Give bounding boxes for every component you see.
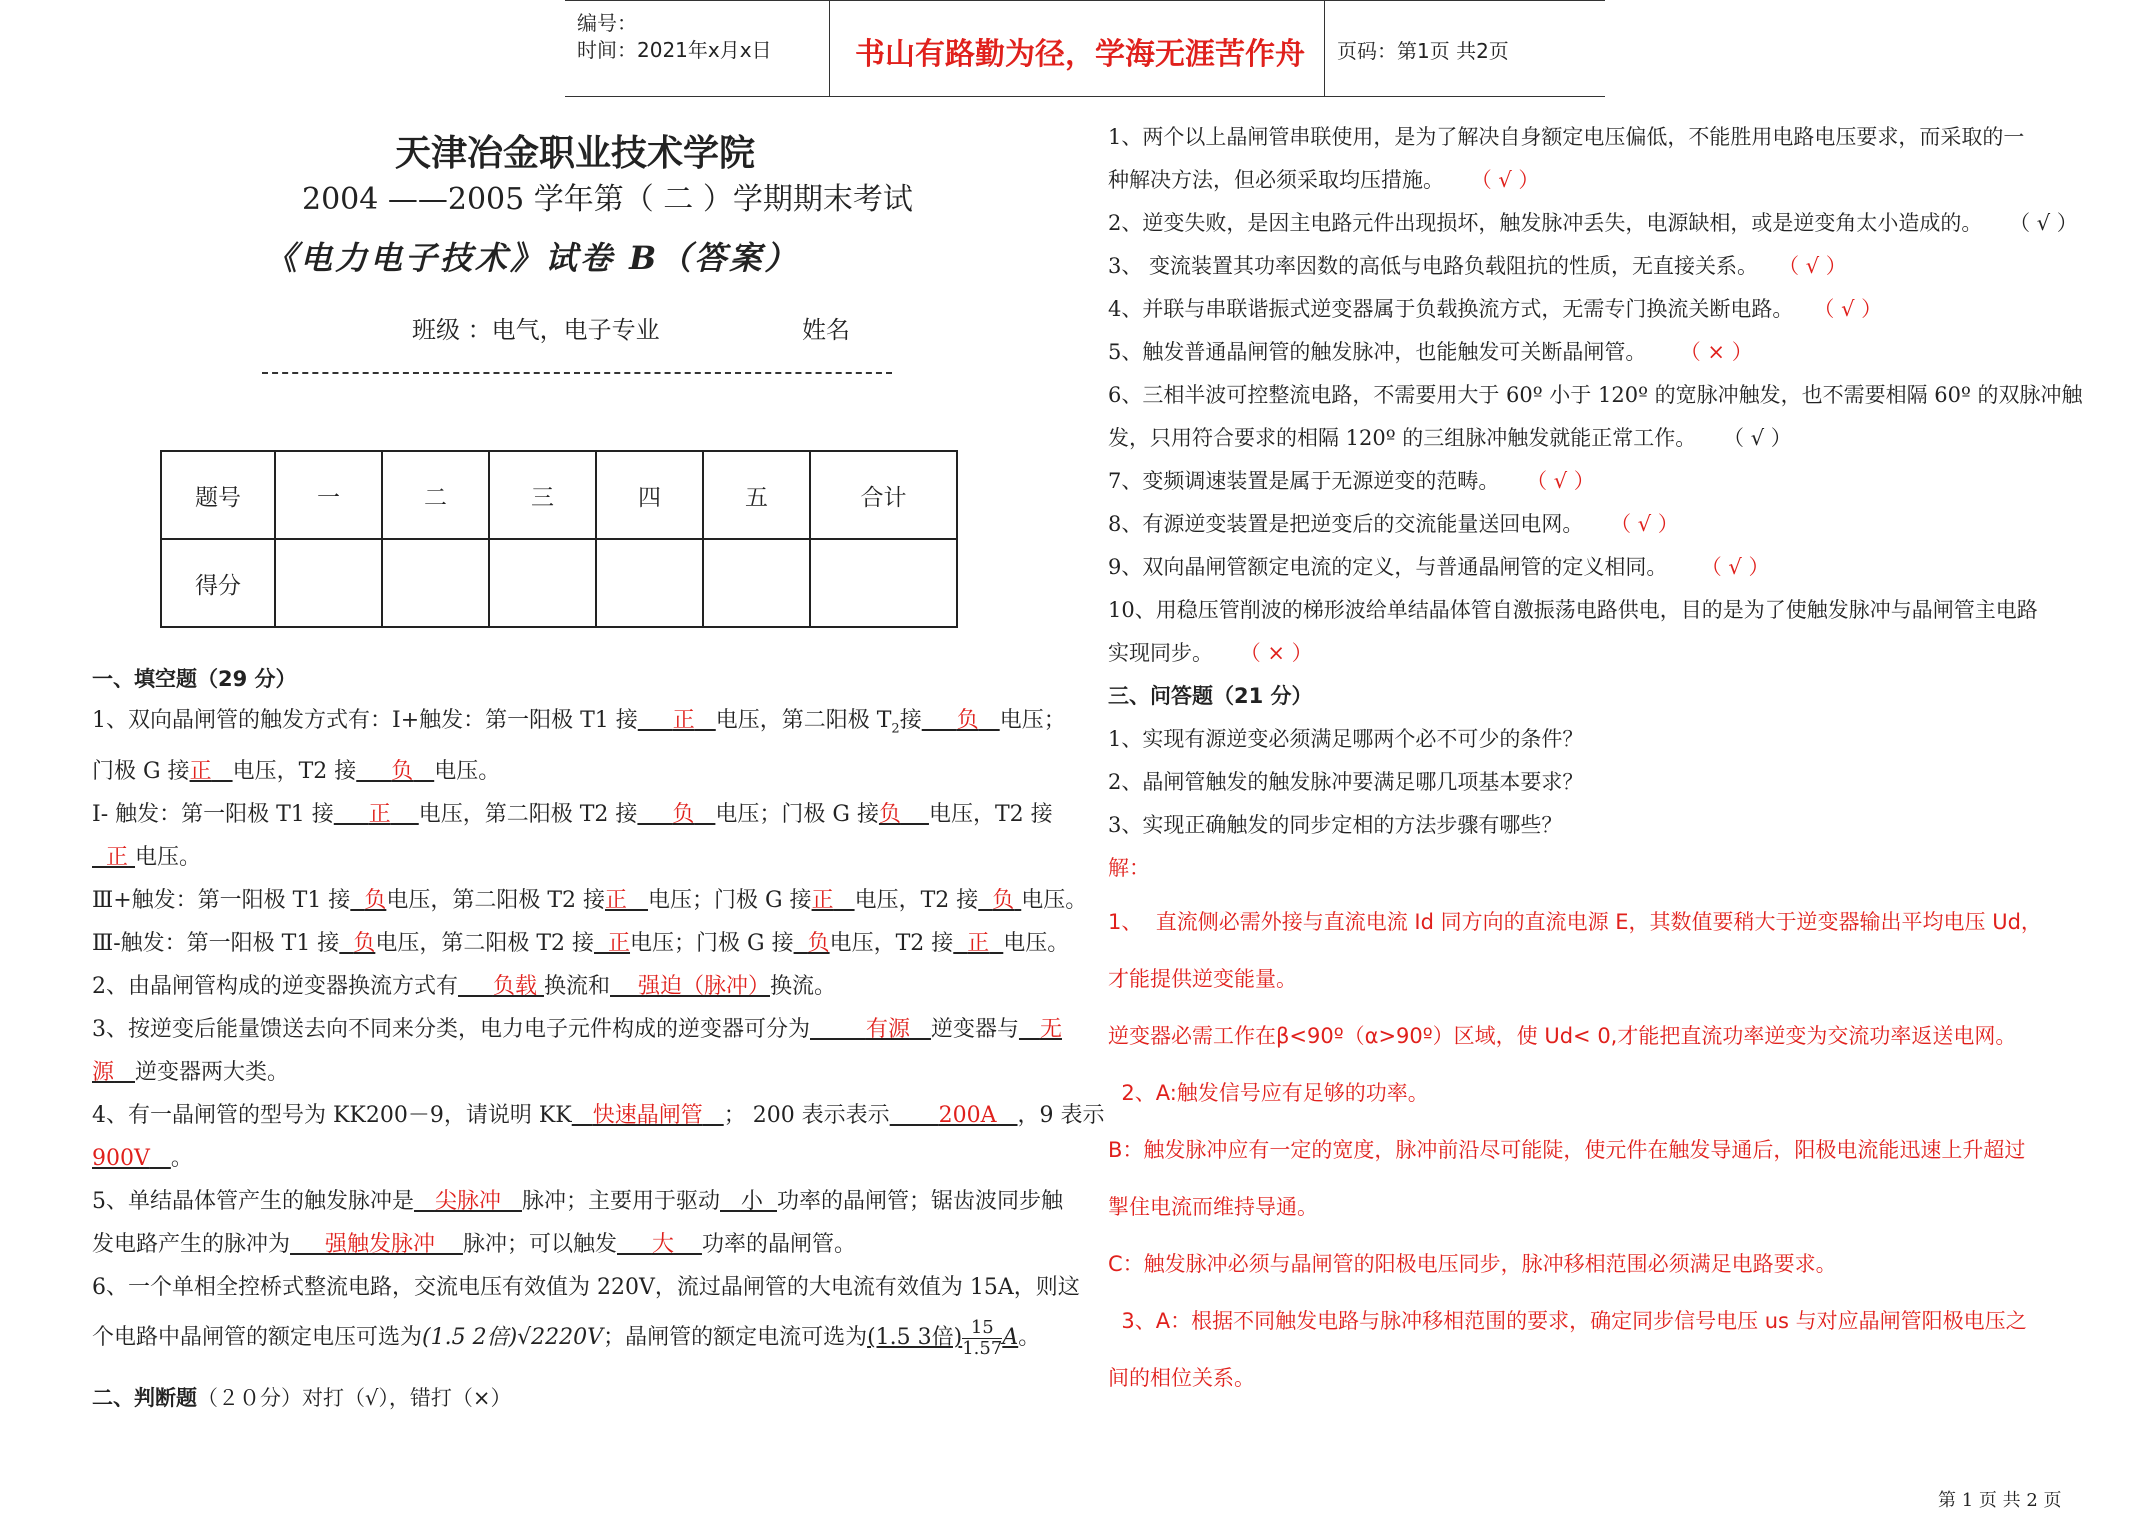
answer-blank: 负: [364, 888, 387, 914]
answer-blank: 源: [92, 1060, 115, 1086]
judge-mark: （ √ ）: [2009, 211, 2078, 235]
judge-item: 2、逆变失败，是因主电路元件出现损坏，触发脉冲丢失，电源缺相，或是逆变角太小造成的。 （ √ ）: [1108, 211, 2078, 235]
answer-line: C：触发脉冲必须与晶闸管的阳极电压同步，脉冲移相范围必须满足电路要求。: [1108, 1252, 1837, 1276]
fill-q5-line2: 发电路产生的脉冲为 强触发脉冲 脉冲；可以触发 大 功率的晶闸管。: [92, 1232, 856, 1258]
judge-heading: 二、判断题（２０分）对打（√），错打（×）: [92, 1386, 512, 1410]
score-cell[interactable]: [489, 539, 596, 627]
fill-q1c: Ⅲ+触发：第一阳极 T1 接 负电压，第二阳极 T2 接正 电压；门极 G 接正 电压，T2 接 负 电压。: [92, 888, 1088, 914]
fraction-numerator: 15: [962, 1318, 1002, 1339]
judge-mark: （ × ）: [1239, 641, 1313, 665]
judge-mark: （ √ ）: [1610, 512, 1679, 536]
fill-q1b-line1: I- 触发：第一阳极 T1 接 正 电压，第二阳极 T2 接 负 电压；门极 G 接负 电压，T2 接: [92, 802, 1053, 828]
answer-blank: 尖脉冲: [434, 1189, 501, 1215]
answer-line: 2、A:触发信号应有足够的功率。: [1108, 1081, 1429, 1105]
qa-question: 1、实现有源逆变必须满足哪两个必不可少的条件？: [1108, 727, 1584, 751]
judge-item: 8、有源逆变装置是把逆变后的交流能量送回电网。 （ √ ）: [1108, 512, 1679, 536]
dashed-divider: [262, 372, 892, 374]
fill-q4-line1: 4、有一晶闸管的型号为 KK200－9，请说明 KK 快速晶闸管 ； 200 表示表示 200A ，9 表示: [92, 1103, 1105, 1129]
fill-q3-line2: 源 逆变器两大类。: [92, 1060, 290, 1086]
answer-blank: 快速晶闸管: [592, 1103, 703, 1129]
answer-blank: 负载: [492, 974, 537, 1000]
answer-blank: 正: [189, 759, 212, 785]
footer-page-number: 第 1 页 共 2 页: [1938, 1490, 2062, 1511]
qa-question: 2、晶闸管触发的触发脉冲要满足哪几项基本要求？: [1108, 770, 1584, 794]
fraction-denominator: 1.57: [962, 1337, 1003, 1359]
judge-mark: （ √ ）: [1700, 555, 1770, 579]
answer-blank: 正: [672, 708, 695, 733]
answer-blank: 无: [1039, 1017, 1062, 1043]
answer-blank: 正: [106, 845, 129, 871]
qa-answers: [1108, 894, 2108, 1407]
answer-blank: 强触发脉冲: [324, 1232, 435, 1258]
paper-title: 《电力电子技术》试卷 B（答案）: [265, 239, 800, 277]
score-cell[interactable]: [810, 539, 957, 627]
fill-q6-line2: 个电路中晶闸管的额定电压可选为(1.5 2倍)√2220V；晶闸管的额定电流可选为(1.5 3倍) $\frac{15}{1.57}A$。: [92, 1316, 1041, 1359]
judge-item: 10、用稳压管削波的梯形波给单结晶体管自激振荡电路供电，目的是为了使触发脉冲与晶闸管主电路 实现同步。 （ × ）: [1108, 598, 2038, 665]
score-header-cell: 一: [275, 451, 382, 539]
exam-title: 2004 ——2005 学年第（ 二 ）学期期末考试: [302, 182, 913, 217]
answer-blank: 负: [672, 802, 695, 828]
score-header-row: [161, 451, 957, 539]
formula-unit: A: [1002, 1325, 1019, 1351]
fill-q6-line1: 6、一个单相全控桥式整流电路，交流电压有效值为 220V，流过晶闸管的大电流有效值为 15A，则这: [92, 1275, 1080, 1301]
judge-item: 1、两个以上晶闸管串联使用，是为了解决自身额定电压偏低，不能胜用电路电压要求，而采取的一 种解决方法，但必须采取均压措施。 （ √ ）: [1108, 125, 2025, 192]
judge-item: 6、三相半波可控整流电路，不需要用大于 60º 小于 120º 的宽脉冲触发，也不需要相隔 60º 的双脉冲触 发，只用符合要求的相隔 120º 的三组脉冲触发就能正常工作。 （ √ ）: [1108, 383, 2083, 450]
header-box: [565, 0, 1605, 97]
judge-mark: （ × ）: [1679, 340, 1753, 364]
judge-mark: （ √ ）: [1778, 254, 1847, 278]
number-label: 编号：: [577, 11, 637, 35]
fill-q1d: Ⅲ-触发：第一阳极 T1 接 负电压，第二阳极 T2 接 正电压；门极 G 接 负电压，T2 接 正 电压。: [92, 931, 1070, 957]
judge-mark: （ √ ）: [1813, 297, 1883, 321]
fill-q1b-line2: 正 电压。: [106, 845, 202, 871]
answer-line: 间的相位关系。: [1108, 1366, 1255, 1390]
answer-blank: 小: [740, 1189, 763, 1215]
score-cell[interactable]: [382, 539, 489, 627]
score-row: [161, 539, 957, 627]
judge-item: 9、双向晶闸管额定电流的定义，与普通晶闸管的定义相同。 （ √ ）: [1108, 555, 1770, 579]
formula-fraction: [962, 1318, 1002, 1359]
answer-blank: 负: [353, 931, 376, 957]
answer-blank: 正: [608, 931, 631, 957]
fill-q1-line1: 1、双向晶闸管的触发方式有：I+触发：第一阳极 T1 接 正 电压，第二阳极 $T_2$接 负 电压；: [92, 708, 1066, 737]
judge-item: 3、 变流装置其功率因数的高低与电路负载阻抗的性质，无直接关系。 （ √ ）: [1108, 254, 1847, 278]
answer-blank: 负: [992, 888, 1015, 914]
score-cell[interactable]: [596, 539, 703, 627]
judge-item: 4、并联与串联谐振式逆变器属于负载换流方式，无需专门换流关断电路。 （ √ ）: [1108, 297, 1883, 321]
judge-mark: （ √ ）: [1526, 469, 1595, 493]
header-divider: [829, 1, 830, 96]
fill-q3-line1: 3、按逆变后能量馈送去向不同来分类，电力电子元件构成的逆变器可分为 有源 逆变器与 无: [92, 1017, 1062, 1043]
answer-line: 才能提供逆变能量。: [1108, 967, 1297, 991]
answer-blank: 正: [811, 888, 834, 914]
answer-blank: 负: [807, 931, 830, 957]
answer-blank: 负: [391, 759, 414, 785]
score-cell[interactable]: [703, 539, 810, 627]
score-header-cell: 三: [489, 451, 596, 539]
class-label: 班级 ：电气，电子专业: [412, 316, 660, 344]
score-header-cell: 合计: [810, 451, 957, 539]
qa-question: 3、实现正确触发的同步定相的方法步骤有哪些？: [1108, 813, 1563, 837]
fill-questions: [92, 699, 1105, 1367]
fill-q5-line1: 5、单结晶体管产生的触发脉冲是 尖脉冲 脉冲；主要用于驱动 小 功率的晶闸管；锯齿波同步触: [92, 1189, 1064, 1215]
answer-blank: 有源: [865, 1017, 910, 1043]
fill-heading: 一、填空题（29 分）: [92, 667, 297, 691]
page-indicator: 页码：第1页 共2页: [1337, 39, 1509, 63]
header-divider: [1324, 1, 1325, 96]
fill-q1-line2: 门极 G 接正 电压，T2 接 负 电压。: [92, 759, 501, 785]
formula-voltage: (1.5 2倍)√2220V: [422, 1325, 604, 1351]
answer-blank: 正: [967, 931, 990, 957]
fill-q4-line2: 900V 。: [92, 1146, 193, 1172]
score-table: [160, 450, 958, 628]
answer-blank: 正: [368, 802, 391, 828]
judge-item: 7、变频调速装置是属于无源逆变的范畴。 （ √ ）: [1108, 469, 1595, 493]
answer-blank: 强迫（脉冲）: [637, 974, 770, 1000]
score-header-cell: 五: [703, 451, 810, 539]
school-title: 天津冶金职业技术学院: [395, 132, 756, 174]
name-label: 姓名: [802, 316, 850, 344]
fill-q2: 2、由晶闸管构成的逆变器换流方式有 负载 换流和 强迫（脉冲）换流。: [92, 974, 837, 1000]
judge-item: 5、触发普通晶闸管的触发脉冲，也能触发可关断晶闸管。 （ × ）: [1108, 340, 1753, 364]
answer-blank: 大: [651, 1232, 674, 1258]
motto: 书山有路勤为径，学海无涯苦作舟: [855, 37, 1305, 72]
answer-blank: 900V: [92, 1146, 150, 1172]
formula-current: (1.5 3倍): [867, 1325, 963, 1351]
answer-line: 3、A：根据不同触发电路与脉冲移相范围的要求，确定同步信号电压 us 与对应晶闸管阳极电压之: [1108, 1309, 2027, 1333]
score-cell[interactable]: [275, 539, 382, 627]
score-header-cell: 二: [382, 451, 489, 539]
answer-blank: 负: [956, 708, 979, 733]
score-row-label: 得分: [161, 539, 275, 627]
time-label: 时间：2021年x月x日: [577, 38, 772, 62]
judge-mark: （ √ ）: [1723, 426, 1792, 450]
answer-blank: 负: [878, 802, 901, 828]
judge-items: [1108, 116, 2108, 890]
answer-line: 掣住电流而维持导通。: [1108, 1195, 1318, 1219]
score-header-cell: 四: [596, 451, 703, 539]
judge-mark: （ √ ）: [1470, 168, 1540, 192]
answer-blank: 正: [605, 888, 628, 914]
answer-blank: 200A: [938, 1103, 997, 1129]
answer-line: B：触发脉冲应有一定的宽度，脉冲前沿尽可能陡，使元件在触发导通后，阳极电流能迅速上升超过: [1108, 1138, 2026, 1162]
score-header-cell: 题号: [161, 451, 275, 539]
answer-line: 1、 直流侧必需外接与直流电流 Id 同方向的直流电源 E，其数值要稍大于逆变器输出平均电压 Ud，: [1108, 910, 2042, 934]
qa-heading: 三、问答题（21 分）: [1108, 684, 1313, 708]
answer-line: 逆变器必需工作在β<90º（α>90º）区域，使 Ud< 0,才能把直流功率逆变为交流功率返送电网。: [1108, 1024, 2017, 1048]
answer-label: 解：: [1108, 856, 1150, 880]
